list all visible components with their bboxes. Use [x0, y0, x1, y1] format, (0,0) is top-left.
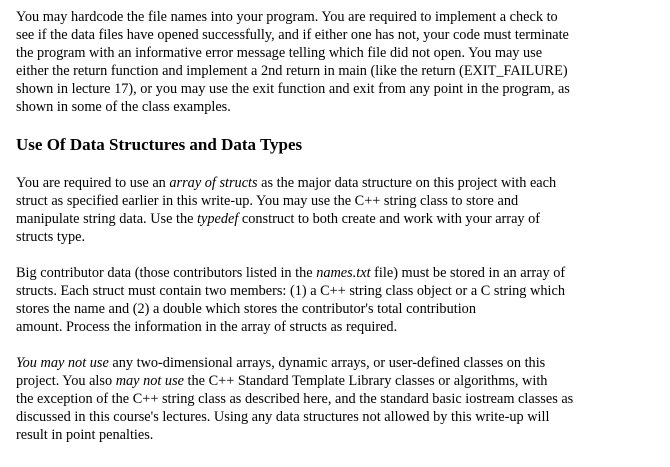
text-run: the C++ Standard Template Library classes or algorithms, with — [183, 373, 548, 389]
text-line: stores the name and (2) a double which stores the contributor's total contribution — [16, 301, 476, 317]
text-run: project. You also — [16, 373, 116, 389]
text-line: discussed in this course's lectures. Using any data structures not allowed by this write-up will — [16, 409, 550, 425]
text-line — [16, 210, 656, 228]
text-line — [16, 372, 656, 390]
text-line: see if the data files have opened successfully, and if either one has not, your code must terminate — [16, 27, 569, 43]
section-heading: Use Of Data Structures and Data Types — [16, 135, 303, 154]
text-line: struct as specified earlier in this write-up. You may use the C++ string class to store and — [16, 193, 519, 209]
restrictions-paragraph — [16, 354, 656, 444]
paragraph-spacer — [16, 336, 656, 354]
text-run: construct to both create and work with your array of — [238, 211, 541, 227]
text-line: shown in lecture 17), or you may use the exit function and exit from any point in the program, as — [16, 81, 570, 97]
text-line: amount. Process the information in the array of structs as required. — [16, 319, 398, 335]
text-line — [16, 264, 656, 282]
emphasis-text: may not use — [115, 373, 184, 389]
emphasis-text: typedef — [197, 211, 239, 227]
text-line: the exception of the C++ string class as described here, and the standard basic iostream classes as — [16, 391, 574, 407]
text-line — [16, 354, 656, 372]
text-line: shown in some of the class examples. — [16, 99, 231, 115]
text-run: Big contributor data (those contributors listed in the — [16, 265, 317, 281]
text-line: the program with an informative error message telling which file did not open. You may use — [16, 45, 543, 61]
emphasis-text: array of structs — [169, 175, 258, 191]
text-run: manipulate string data. Use the — [16, 211, 198, 227]
text-line: structs. Each struct must contain two members: (1) a C++ string class object or a C string which — [16, 283, 565, 299]
emphasis-text: You may not use — [16, 355, 109, 371]
text-run: as the major data structure on this project with each — [257, 175, 557, 191]
text-line: result in point penalties. — [16, 427, 154, 443]
text-line: either the return function and implement a 2nd return in main (like the return (EXIT_FAILURE) — [16, 63, 568, 79]
paragraph-spacer — [16, 246, 656, 264]
text-line: structs type. — [16, 229, 86, 245]
text-line: You may hardcode the file names into your program. You are required to implement a check to — [16, 9, 558, 25]
text-run: any two-dimensional arrays, dynamic arrays, or user-defined classes on this — [108, 355, 546, 371]
document-page — [16, 8, 656, 444]
intro-paragraph — [16, 8, 656, 116]
text-run: You are required to use an — [16, 175, 170, 191]
big-contributor-paragraph — [16, 264, 656, 336]
text-line — [16, 174, 656, 192]
emphasis-text: names.txt — [316, 265, 371, 281]
data-structure-paragraph — [16, 174, 656, 246]
text-run: file) must be stored in an array of — [370, 265, 566, 281]
